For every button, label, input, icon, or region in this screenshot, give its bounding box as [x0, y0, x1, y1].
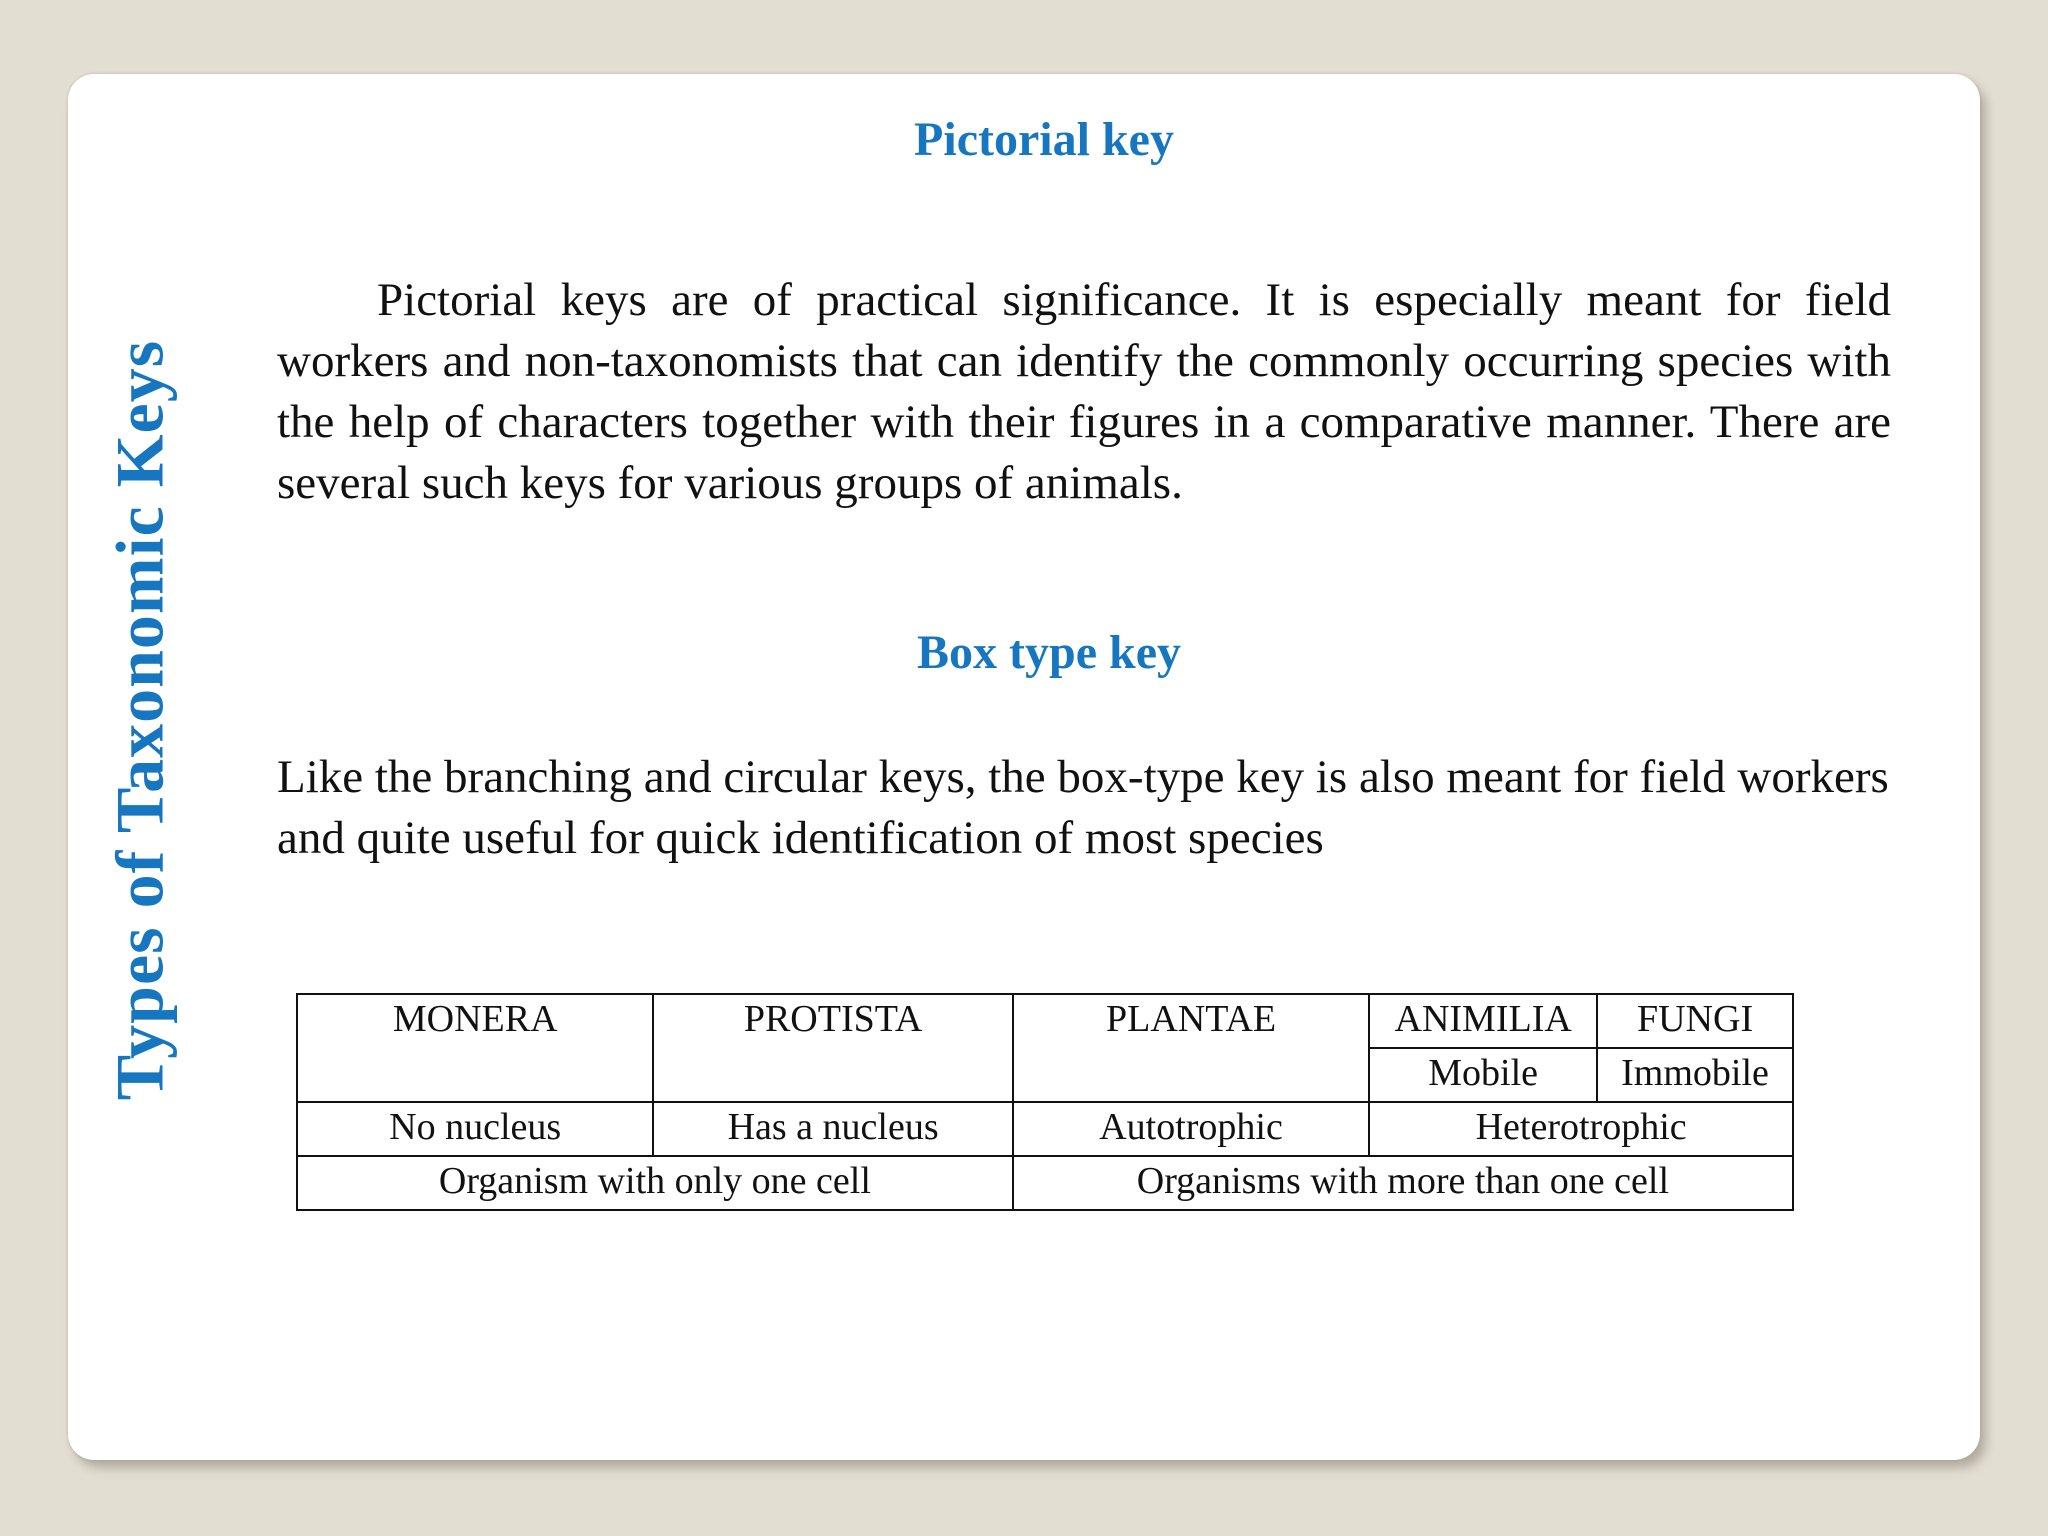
box-type-key-table	[296, 993, 1794, 1211]
table-cell-autotrophic: Autotrophic	[1013, 1102, 1369, 1156]
table-cell-one-cell: Organism with only one cell	[297, 1156, 1013, 1210]
pictorial-key-paragraph: Pictorial keys are of practical significance. It is especially meant for field workers and non-taxonomists that can identify the commonly occurring species with the help of characters together with their figures in a comparative manner. There are several such keys for various groups of animals.	[277, 274, 1891, 509]
table-cell-animilia: ANIMILIA	[1369, 994, 1597, 1048]
table-cell-protista: PROTISTA	[653, 994, 1012, 1102]
table-row	[297, 994, 1793, 1048]
table-cell-monera: MONERA	[297, 994, 653, 1102]
box-type-key-heading: Box type key	[917, 626, 1181, 679]
table-row	[297, 1102, 1793, 1156]
table-row	[297, 1156, 1793, 1210]
table-cell-plantae: PLANTAE	[1013, 994, 1369, 1102]
pictorial-key-heading: Pictorial key	[914, 113, 1174, 166]
table-cell-immobile: Immobile	[1597, 1048, 1793, 1102]
table-cell-heterotrophic: Heterotrophic	[1369, 1102, 1793, 1156]
table-cell-many-cells: Organisms with more than one cell	[1013, 1156, 1793, 1210]
slide-side-title: Types of Taxonomic Keys	[101, 339, 178, 1101]
box-type-key-paragraph: Like the branching and circular keys, the box-type key is also meant for field workers and quite useful for quick identification of most species	[277, 751, 1889, 864]
table-cell-mobile: Mobile	[1369, 1048, 1597, 1102]
table-cell-no-nucleus: No nucleus	[297, 1102, 653, 1156]
table-cell-has-nucleus: Has a nucleus	[653, 1102, 1012, 1156]
table-cell-fungi: FUNGI	[1597, 994, 1793, 1048]
